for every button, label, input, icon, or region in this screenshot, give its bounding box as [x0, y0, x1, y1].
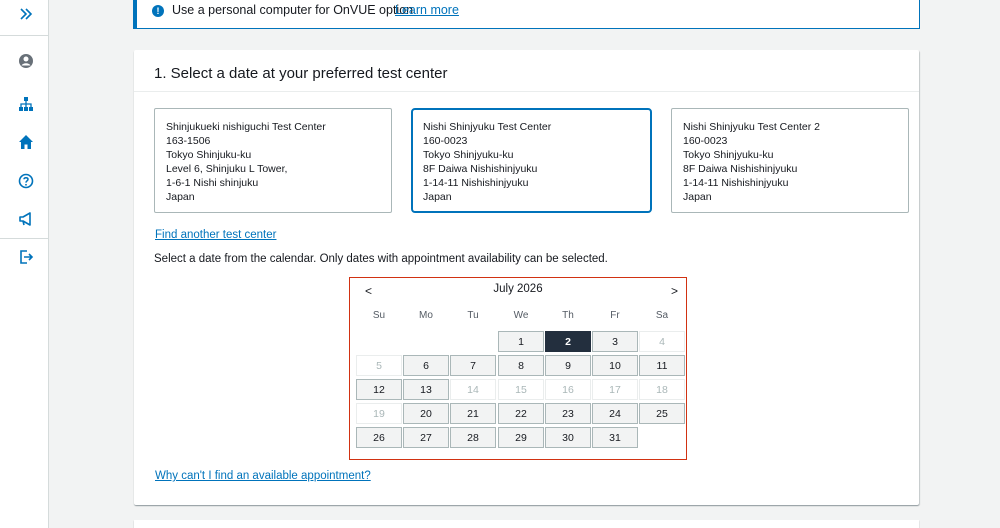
calendar-day: 17: [592, 379, 638, 400]
calendar-day[interactable]: 10: [592, 355, 638, 376]
calendar-day[interactable]: 28: [450, 427, 496, 448]
calendar-day[interactable]: 30: [545, 427, 591, 448]
center-city: Tokyo Shinjyuku-ku: [423, 149, 514, 161]
home-icon[interactable]: [17, 133, 35, 151]
test-center-card[interactable]: [671, 108, 909, 213]
center-address-line: 1-14-11 Nishishinjyuku: [423, 177, 529, 189]
center-name: Nishi Shinjyuku Test Center: [423, 121, 552, 133]
sidebar-divider: [0, 35, 49, 36]
calendar-day[interactable]: 3: [592, 331, 638, 352]
center-city: Tokyo Shinjuku-ku: [166, 149, 252, 161]
calendar-day[interactable]: 21: [450, 403, 496, 424]
sidebar: [0, 0, 49, 528]
calendar-day: 16: [545, 379, 591, 400]
sitemap-icon[interactable]: [17, 95, 35, 113]
calendar-day[interactable]: 22: [498, 403, 544, 424]
calendar-day[interactable]: 26: [356, 427, 402, 448]
center-name: Nishi Shinjyuku Test Center 2: [683, 121, 820, 133]
calendar-day[interactable]: 9: [545, 355, 591, 376]
center-address-line: 8F Daiwa Nishishinjyuku: [423, 163, 538, 175]
expand-icon[interactable]: [17, 5, 35, 23]
calendar-day[interactable]: 23: [545, 403, 591, 424]
calendar-day[interactable]: 13: [403, 379, 449, 400]
weekday-label: Th: [562, 310, 574, 321]
weekday-label: We: [513, 310, 529, 321]
test-center-card-selected[interactable]: [411, 108, 652, 213]
banner-text: Use a personal computer for OnVUE option: [172, 3, 414, 17]
prev-month-button[interactable]: <: [365, 284, 373, 298]
info-banner: [133, 0, 920, 29]
date-selection-panel: [134, 50, 919, 505]
weekday-label: Sa: [655, 310, 669, 321]
next-section-panel: [134, 520, 919, 528]
center-address-line: 8F Daiwa Nishishinjyuku: [683, 163, 798, 175]
calendar-day[interactable]: 20: [403, 403, 449, 424]
center-address-line: Level 6, Shinjuku L Tower,: [166, 163, 288, 175]
center-country: Japan: [683, 191, 712, 203]
date-calendar: [349, 277, 687, 460]
help-icon[interactable]: [17, 172, 35, 190]
sign-out-icon[interactable]: [17, 248, 35, 266]
calendar-day[interactable]: 6: [403, 355, 449, 376]
calendar-day[interactable]: 27: [403, 427, 449, 448]
weekday-label: Su: [372, 310, 386, 321]
calendar-day: 4: [639, 331, 685, 352]
calendar-day-selected[interactable]: 2: [545, 331, 591, 352]
calendar-day[interactable]: 25: [639, 403, 685, 424]
calendar-day: 15: [498, 379, 544, 400]
user-icon[interactable]: [17, 52, 35, 70]
learn-more-link[interactable]: Learn more: [395, 3, 459, 17]
calendar-instruction: Select a date from the calendar. Only dates with appointment availability can be selected.: [154, 253, 608, 265]
weekday-label: Mo: [419, 310, 433, 321]
center-name: Shinjukueki nishiguchi Test Center: [166, 121, 326, 133]
calendar-day[interactable]: 29: [498, 427, 544, 448]
calendar-day[interactable]: 7: [450, 355, 496, 376]
calendar-day: 5: [356, 355, 402, 376]
why-no-appointment-link[interactable]: Why can't I find an available appointment?: [155, 470, 371, 482]
next-month-button[interactable]: >: [670, 284, 678, 298]
info-icon: !: [152, 5, 164, 17]
center-postal-code: 163-1506: [166, 135, 211, 147]
center-postal-code: 160-0023: [423, 135, 468, 147]
announcement-icon[interactable]: [17, 210, 35, 228]
section-title: 1. Select a date at your preferred test center: [154, 65, 448, 82]
panel-header: [134, 50, 919, 92]
center-address-line: 1-14-11 Nishishinjyuku: [683, 177, 789, 189]
weekday-label: Fr: [610, 310, 620, 321]
find-another-center-link[interactable]: Find another test center: [155, 229, 277, 241]
calendar-day[interactable]: 24: [592, 403, 638, 424]
center-address-line: 1-6-1 Nishi shinjuku: [166, 177, 259, 189]
center-city: Tokyo Shinjyuku-ku: [683, 149, 774, 161]
test-center-card[interactable]: [154, 108, 392, 213]
calendar-day: 18: [639, 379, 685, 400]
calendar-day: 19: [356, 403, 402, 424]
center-postal-code: 160-0023: [683, 135, 728, 147]
calendar-month-label: July 2026: [493, 283, 543, 295]
weekday-label: Tu: [467, 310, 479, 321]
center-country: Japan: [166, 191, 195, 203]
center-country: Japan: [423, 191, 452, 203]
calendar-day: 14: [450, 379, 496, 400]
calendar-day[interactable]: 1: [498, 331, 544, 352]
calendar-day[interactable]: 12: [356, 379, 402, 400]
calendar-day[interactable]: 8: [498, 355, 544, 376]
sidebar-divider: [0, 238, 49, 239]
calendar-day[interactable]: 11: [639, 355, 685, 376]
calendar-day[interactable]: 31: [592, 427, 638, 448]
